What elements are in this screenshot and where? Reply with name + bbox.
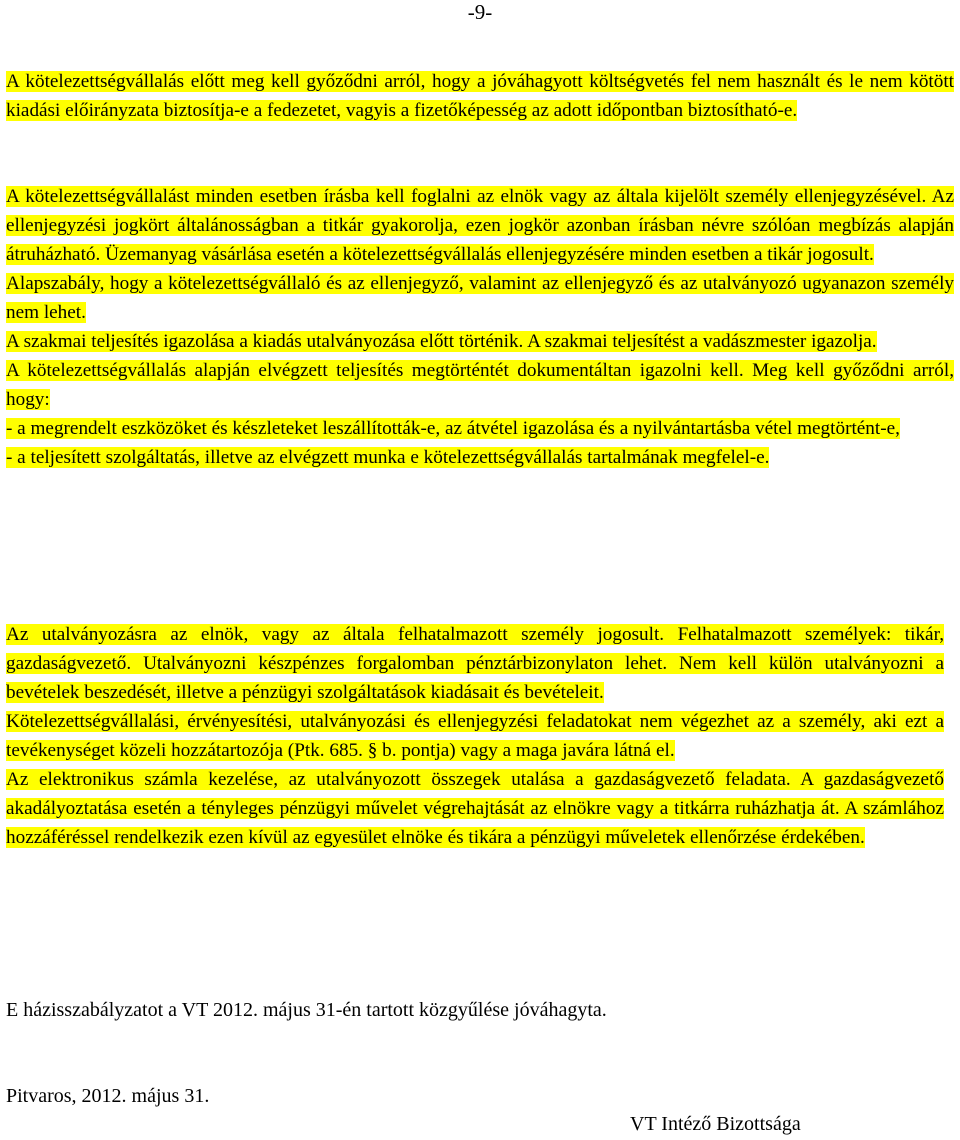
highlighted-text: A kötelezettségvállalást minden esetben írásba kell foglalni az elnök vagy az általa kijelölt személy ellenjegyzésével. Az ellenjegyzési jogkört általánosságban a titkár gyakorolja, ezen jogkör azonban írásban névre szólóan megbízás alapján átruházható. Üzemanyag vásárlása esetén a kötelezettségvállalás ellenjegyzésére minden esetben a tikár jogosult. [6, 186, 954, 265]
paragraph-budget-check [6, 67, 954, 125]
highlighted-text: - a teljesített szolgáltatás, illetve az elvégzett munka e kötelezettségvállalás tartalmának megfelel-e. [6, 447, 770, 468]
highlighted-text: Az elektronikus számla kezelése, az utalványozott összegek utalása a gazdaságvezető feladata. A gazdaságvezető akadályoztatása esetén a tényleges pénzügyi művelet végrehajtását az elnökre vagy a titkárra ruházhatja át. A számlához hozzáféréssel rendelkezik ezen kívül az egyesület elnöke és tikára a pénzügyi műveletek ellenőrzése érdekében. [6, 769, 944, 848]
highlighted-text: A szakmai teljesítés igazolása a kiadás utalványozása előtt történik. A szakmai teljesítést a vadászmester igazolja. [6, 331, 877, 352]
page-number: -9- [467, 0, 493, 24]
highlighted-text: Kötelezettségvállalási, érvényesítési, utalványozási és ellenjegyzési feladatokat nem végezhet az a személy, aki ezt a tevékenységet közeli hozzátartozója (Ptk. 685. § b. pontja) vagy a maga javára látná el. [6, 711, 944, 761]
highlighted-text: Alapszabály, hogy a kötelezettségvállaló és az ellenjegyző, valamint az ellenjegyző és az utalványozó ugyanazon személy nem lehet. [6, 273, 954, 323]
highlighted-text: - a megrendelt eszközöket és készleteket leszállították-e, az átvétel igazolása és a nyilvántartásba vétel megtörtént-e, [6, 418, 900, 439]
approval-statement: E házisszabályzatot a VT 2012. május 31-én tartott közgyűlése jóváhagyta. [6, 999, 607, 1021]
highlighted-text: A kötelezettségvállalás előtt meg kell győződni arról, hogy a jóváhagyott költségvetés fel nem használt és le nem kötött kiadási előirányzata biztosítja-e a fedezetet, vagyis a fizetőképesség az adott időpontban biztosítható-e. [6, 71, 954, 121]
paragraph-authorization [6, 620, 944, 852]
paragraph-commitment-rules [6, 182, 954, 472]
signatory-name: VT Intéző Bizottsága [630, 1113, 801, 1135]
highlighted-text: A kötelezettségvállalás alapján elvégzett teljesítés megtörténtét dokumentáltan igazolni kell. Meg kell győződni arról, hogy: [6, 360, 954, 410]
highlighted-text: Az utalványozásra az elnök, vagy az általa felhatalmazott személy jogosult. Felhatalmazott személyek: tikár, gazdaságvezető. Utalványozni készpénzes forgalomban pénztárbizonylaton lehet. Nem kell külön utalványozni a bevételek beszedését, illetve a pénzügyi szolgáltatások kiadásait és bevételeit. [6, 624, 944, 703]
place-and-date: Pitvaros, 2012. május 31. [6, 1085, 210, 1107]
